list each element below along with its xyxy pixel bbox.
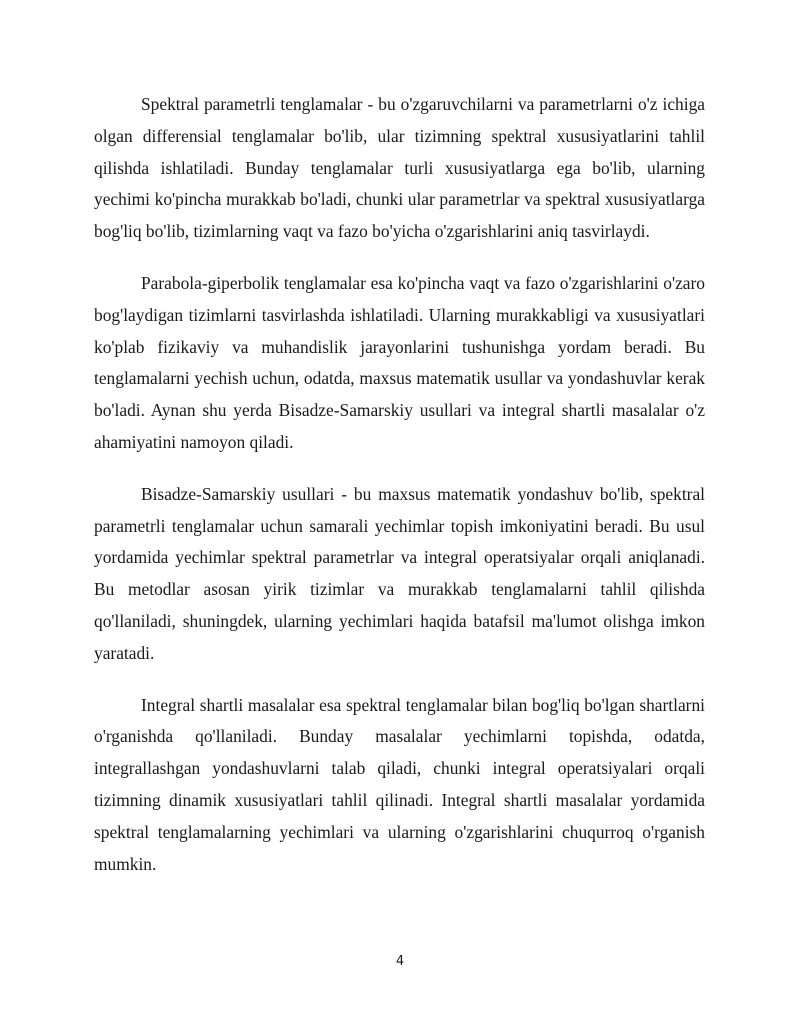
page-number: 4 [395,954,405,969]
paragraph-2: Parabola-giperbolik tenglamalar esa ko'pincha vaqt va fazo o'zgarishlarini o'zaro bog'laydigan tizimlarni tasvirlashda ishlatiladi. Ularning murakkabligi va xususiyatlari ko'plab fizikaviy va muhandislik jarayonlarini tushunishga yordam beradi. Bu tenglamalarni yechish uchun, odatda, maxsus matematik usullar va yondashuvlar kerak bo'ladi. Aynan shu yerda Bisadze-Samarskiy usullari va integral shartli masalalar o'z ahamiyatini namoyon qiladi. [94,272,705,452]
paragraph-3: Bisadze-Samarskiy usullari - bu maxsus matematik yondashuv bo'lib, spektral parametrli tenglamalar uchun samarali yechimlar topish imkoniyatini beradi. Bu usul yordamida yechimlar spektral parametrlar va integral operatsiyalar orqali aniqlanadi. Bu metodlar asosan yirik tizimlar va murakkab tenglamalarni tahlil qilishda qo'llaniladi, shuningdek, ularning yechimlari haqida batafsil ma'lumot olishga imkon yaratadi. [94,483,705,663]
paragraph-4: Integral shartli masalalar esa spektral tenglamalar bilan bog'liq bo'lgan shartlarni o'rganishda qo'llaniladi. Bunday masalalar yechimlarni topishda, odatda, integrallashgan yondashuvlarni talab qiladi, chunki integral operatsiyalari orqali tizimning dinamik xususiyatlari tahlil qilinadi. Integral shartli masalalar yordamida spektral tenglamalarning yechimlari va ularning o'zgarishlarini chuqurroq o'rganish mumkin. [94,694,705,874]
body-text [94,89,705,900]
paragraph-1: Spektral parametrli tenglamalar - bu o'zgaruvchilarni va parametrlarni o'z ichiga olgan differensial tenglamalar bo'lib, ular tizimning spektral xususiyatlarini tahlil qilishda ishlatiladi. Bunday tenglamalar turli xususiyatlarga ega bo'lib, ularning yechimi ko'pincha murakkab bo'ladi, chunki ular parametrlar va spektral xususiyatlarga bog'liq bo'lib, tizimlarning vaqt va fazo bo'yicha o'zgarishlarini aniq tasvirlaydi. [94,94,705,242]
